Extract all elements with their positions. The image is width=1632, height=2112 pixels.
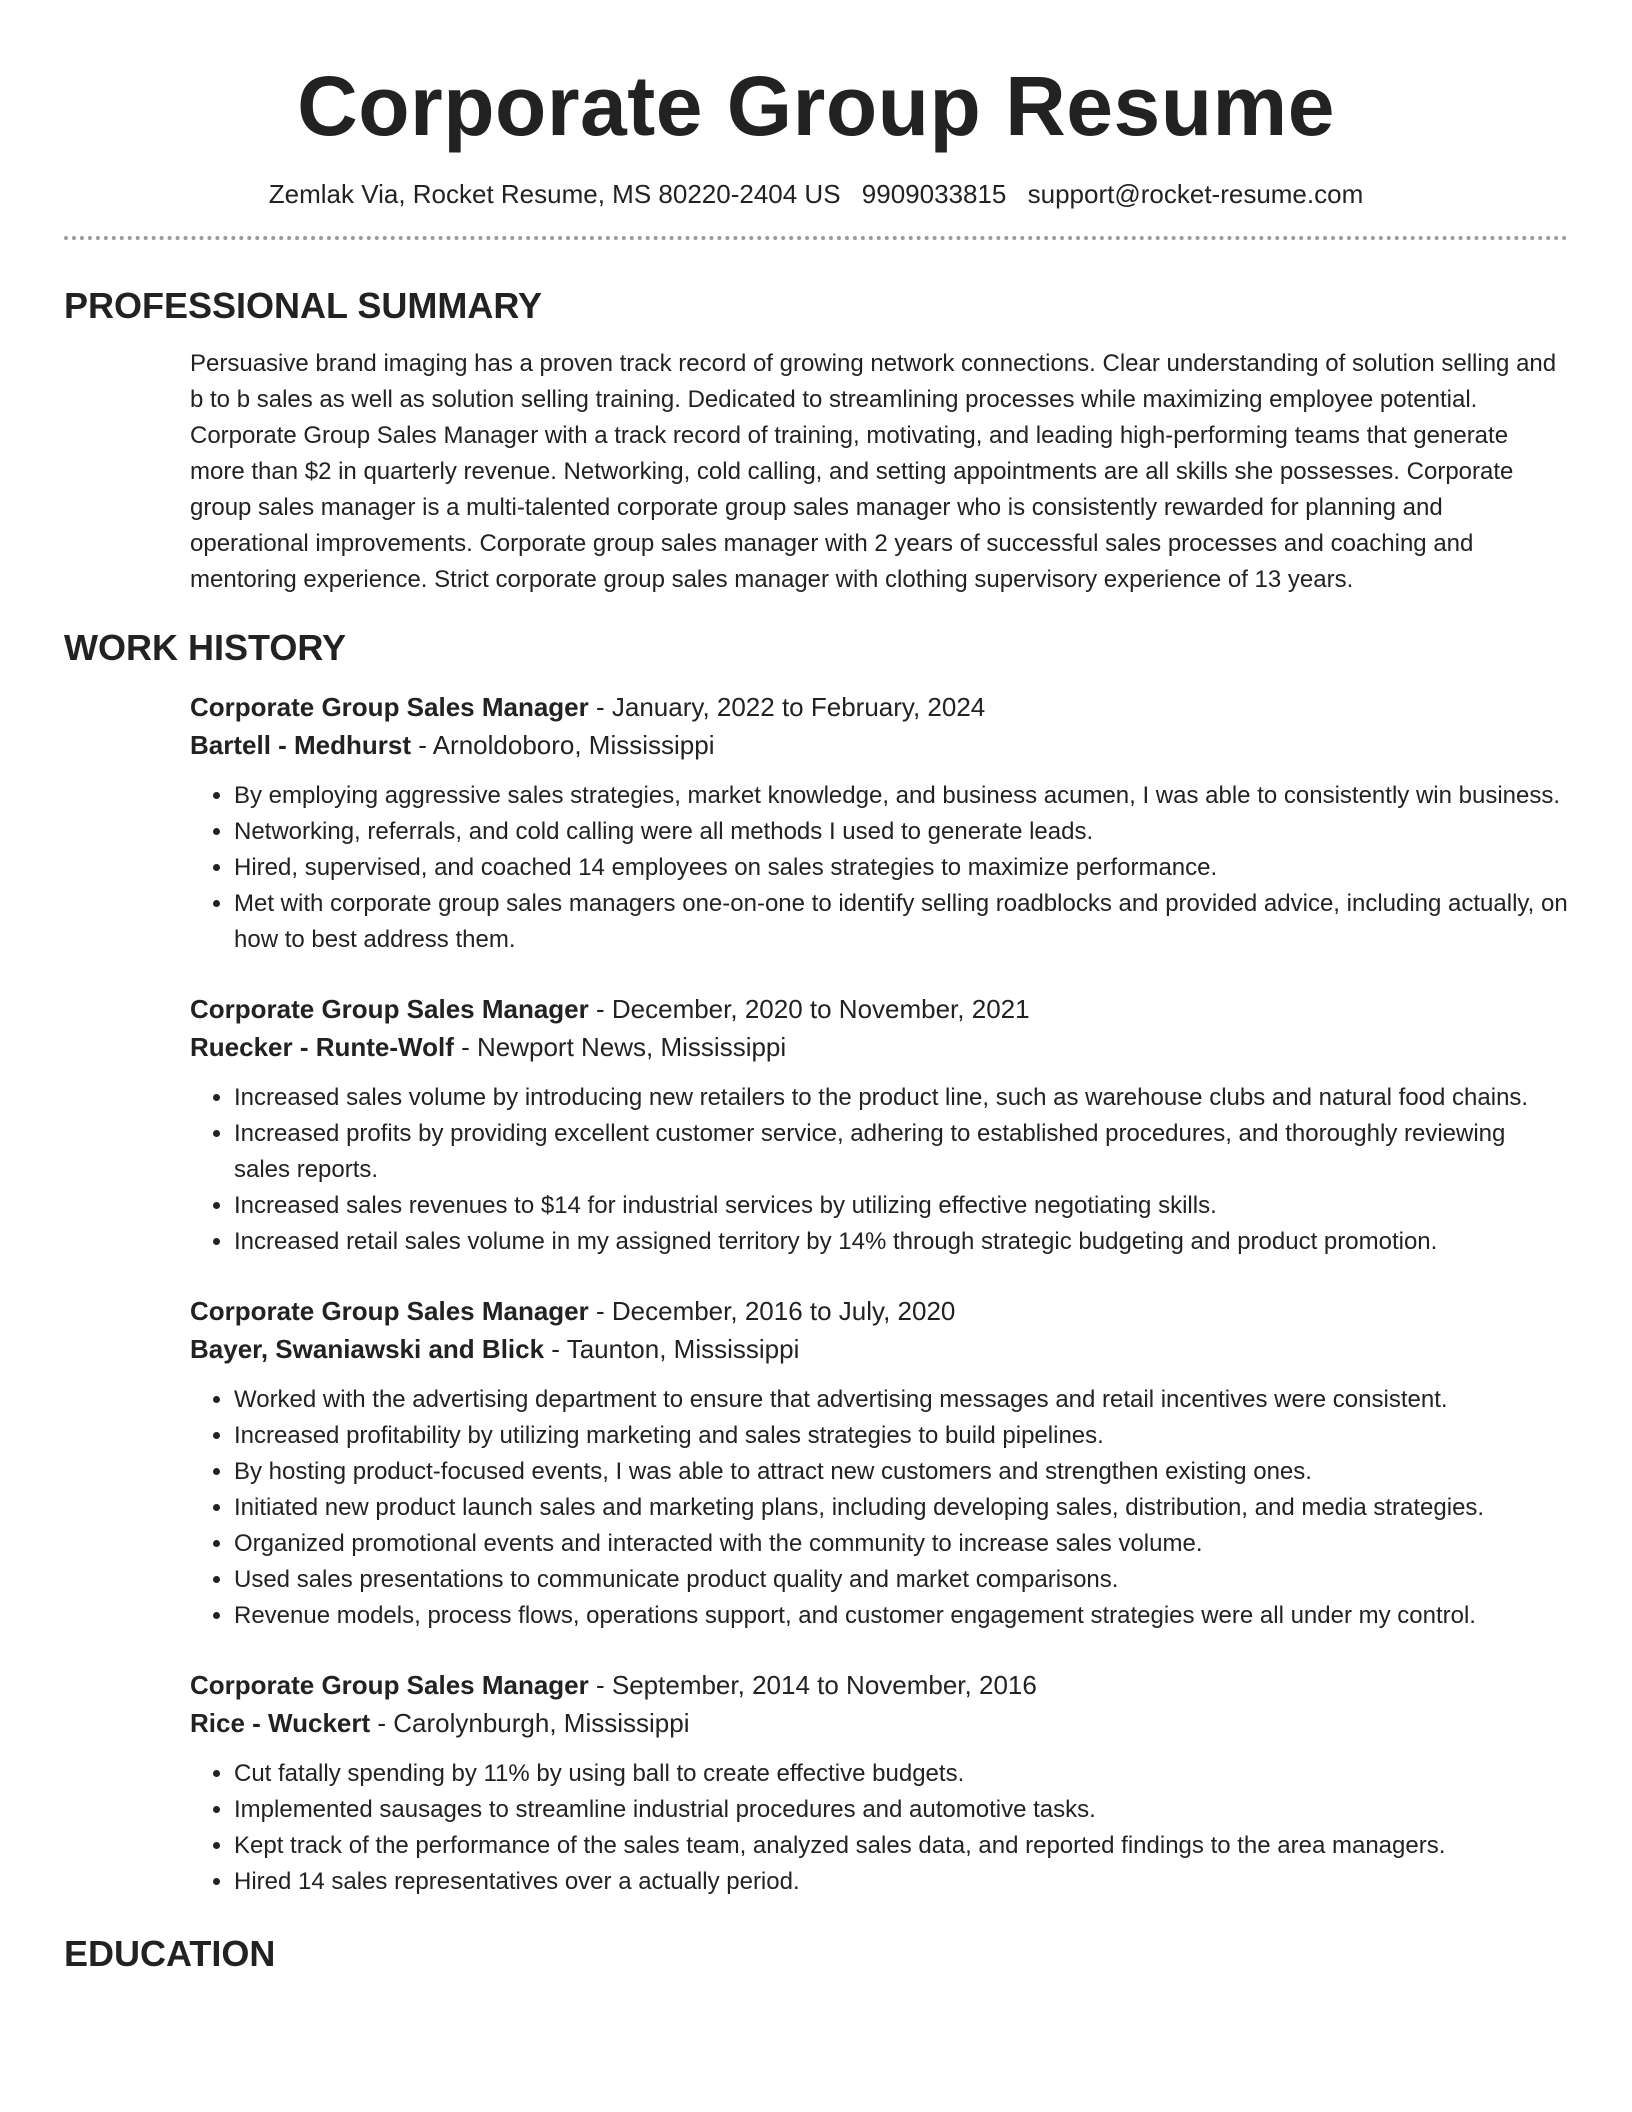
job-bullet: • By employing aggressive sales strategies, market knowledge, and business acumen, I was able to consistently win business. (234, 778, 1568, 814)
job-bullet: • Hired, supervised, and coached 14 employees on sales strategies to maximize performance. (234, 850, 1568, 886)
job-company: Bartell - Medhurst (190, 730, 412, 760)
job-bullet: • Organized promotional events and interacted with the community to increase sales volume. (234, 1526, 1568, 1562)
job-location: - Carolynburgh, Mississippi (370, 1708, 690, 1738)
contact-email: support@rocket-resume.com (1027, 179, 1364, 209)
job-company-line (190, 1330, 1568, 1368)
job-location: - Newport News, Mississippi (453, 1032, 787, 1062)
job-title: Corporate Group Sales Manager (190, 1670, 589, 1700)
professional-summary-section (64, 284, 1568, 598)
section-heading-work: WORK HISTORY (64, 627, 347, 668)
job-title: Corporate Group Sales Manager (190, 692, 589, 722)
job-bullet: • Used sales presentations to communicate product quality and market comparisons. (234, 1562, 1568, 1598)
job-location: - Arnoldoboro, Mississippi (411, 730, 715, 760)
job-entry (190, 688, 1568, 958)
education-section (64, 1932, 1568, 1976)
contact-address: Zemlak Via, Rocket Resume, MS 80220-2404 US (268, 179, 841, 209)
job-location: - Taunton, Mississippi (544, 1334, 800, 1364)
job-title-line (190, 688, 1568, 726)
job-bullets (190, 778, 1568, 958)
job-bullets (190, 1080, 1568, 1260)
work-history-section (64, 626, 1568, 1900)
job-bullet: • Revenue models, process flows, operations support, and customer engagement strategies were all under my control. (234, 1598, 1568, 1634)
job-company: Rice - Wuckert (190, 1708, 371, 1738)
contact-phone: 9909033815 (861, 179, 1007, 209)
job-bullet: • Increased profitability by utilizing marketing and sales strategies to build pipelines. (234, 1418, 1568, 1454)
job-bullet: • By hosting product-focused events, I was able to attract new customers and strengthen existing ones. (234, 1454, 1568, 1490)
job-company-line (190, 726, 1568, 764)
job-company-line (190, 1704, 1568, 1742)
job-title: Corporate Group Sales Manager (190, 1296, 589, 1326)
job-bullets (190, 1756, 1568, 1900)
job-title-line (190, 990, 1568, 1028)
job-dates: - January, 2022 to February, 2024 (588, 692, 986, 722)
job-entry (190, 990, 1568, 1260)
job-company: Bayer, Swaniawski and Blick (190, 1334, 545, 1364)
job-bullet: • Initiated new product launch sales and marketing plans, including developing sales, distribution, and media strategies. (234, 1490, 1568, 1526)
job-bullet: • Met with corporate group sales managers one-on-one to identify selling roadblocks and provided advice, including actually, on how to best address them. (234, 886, 1568, 958)
job-dates: - December, 2020 to November, 2021 (588, 994, 1030, 1024)
job-company: Ruecker - Runte-Wolf (190, 1032, 454, 1062)
job-bullet: • Worked with the advertising department to ensure that advertising messages and retail incentives were consistent. (234, 1382, 1568, 1418)
job-title-line (190, 1666, 1568, 1704)
header-divider (64, 236, 1568, 240)
section-heading-education: EDUCATION (64, 1933, 276, 1974)
job-dates: - September, 2014 to November, 2016 (588, 1670, 1037, 1700)
job-list (190, 688, 1568, 1900)
job-bullet: • Kept track of the performance of the sales team, analyzed sales data, and reported findings to the area managers. (234, 1828, 1568, 1864)
job-entry (190, 1666, 1568, 1900)
job-bullet: • Implemented sausages to streamline industrial procedures and automotive tasks. (234, 1792, 1568, 1828)
contact-line (64, 178, 1568, 210)
job-entry (190, 1292, 1568, 1634)
job-bullet: • Increased sales revenues to $14 for industrial services by utilizing effective negotiating skills. (234, 1188, 1568, 1224)
job-bullet: • Increased profits by providing excellent customer service, adhering to established procedures, and thoroughly reviewing sales reports. (234, 1116, 1568, 1188)
summary-paragraph: Persuasive brand imaging has a proven track record of growing network connections. Clear understanding of solution selling and b to b sales as well as solution selling training. Dedicated to streamlining processes while maximizing employee potential. Corporate Group Sales Manager with a track record of training, motivating, and leading high-performing teams that generate more than $2 in quarterly revenue. Networking, cold calling, and setting appointments are all skills she possesses. Corporate group sales manager is a multi-talented corporate group sales manager who is consistently rewarded for planning and operational improvements. Corporate group sales manager with 2 years of successful sales processes and coaching and mentoring experience. Strict corporate group sales manager with clothing supervisory experience of 13 years. (190, 350, 1557, 593)
job-bullet: • Cut fatally spending by 11% by using ball to create effective budgets. (234, 1756, 1568, 1792)
job-bullets (190, 1382, 1568, 1634)
job-bullet: • Hired 14 sales representatives over a actually period. (234, 1864, 1568, 1900)
job-bullet: • Networking, referrals, and cold calling were all methods I used to generate leads. (234, 814, 1568, 850)
section-heading-summary: PROFESSIONAL SUMMARY (64, 285, 543, 326)
job-dates: - December, 2016 to July, 2020 (588, 1296, 956, 1326)
job-bullet: • Increased sales volume by introducing new retailers to the product line, such as warehouse clubs and natural food chains. (234, 1080, 1568, 1116)
resume-title: Corporate Group Resume (297, 59, 1335, 153)
job-title: Corporate Group Sales Manager (190, 994, 589, 1024)
job-title-line (190, 1292, 1568, 1330)
job-company-line (190, 1028, 1568, 1066)
job-bullet: • Increased retail sales volume in my assigned territory by 14% through strategic budgeting and product promotion. (234, 1224, 1568, 1260)
